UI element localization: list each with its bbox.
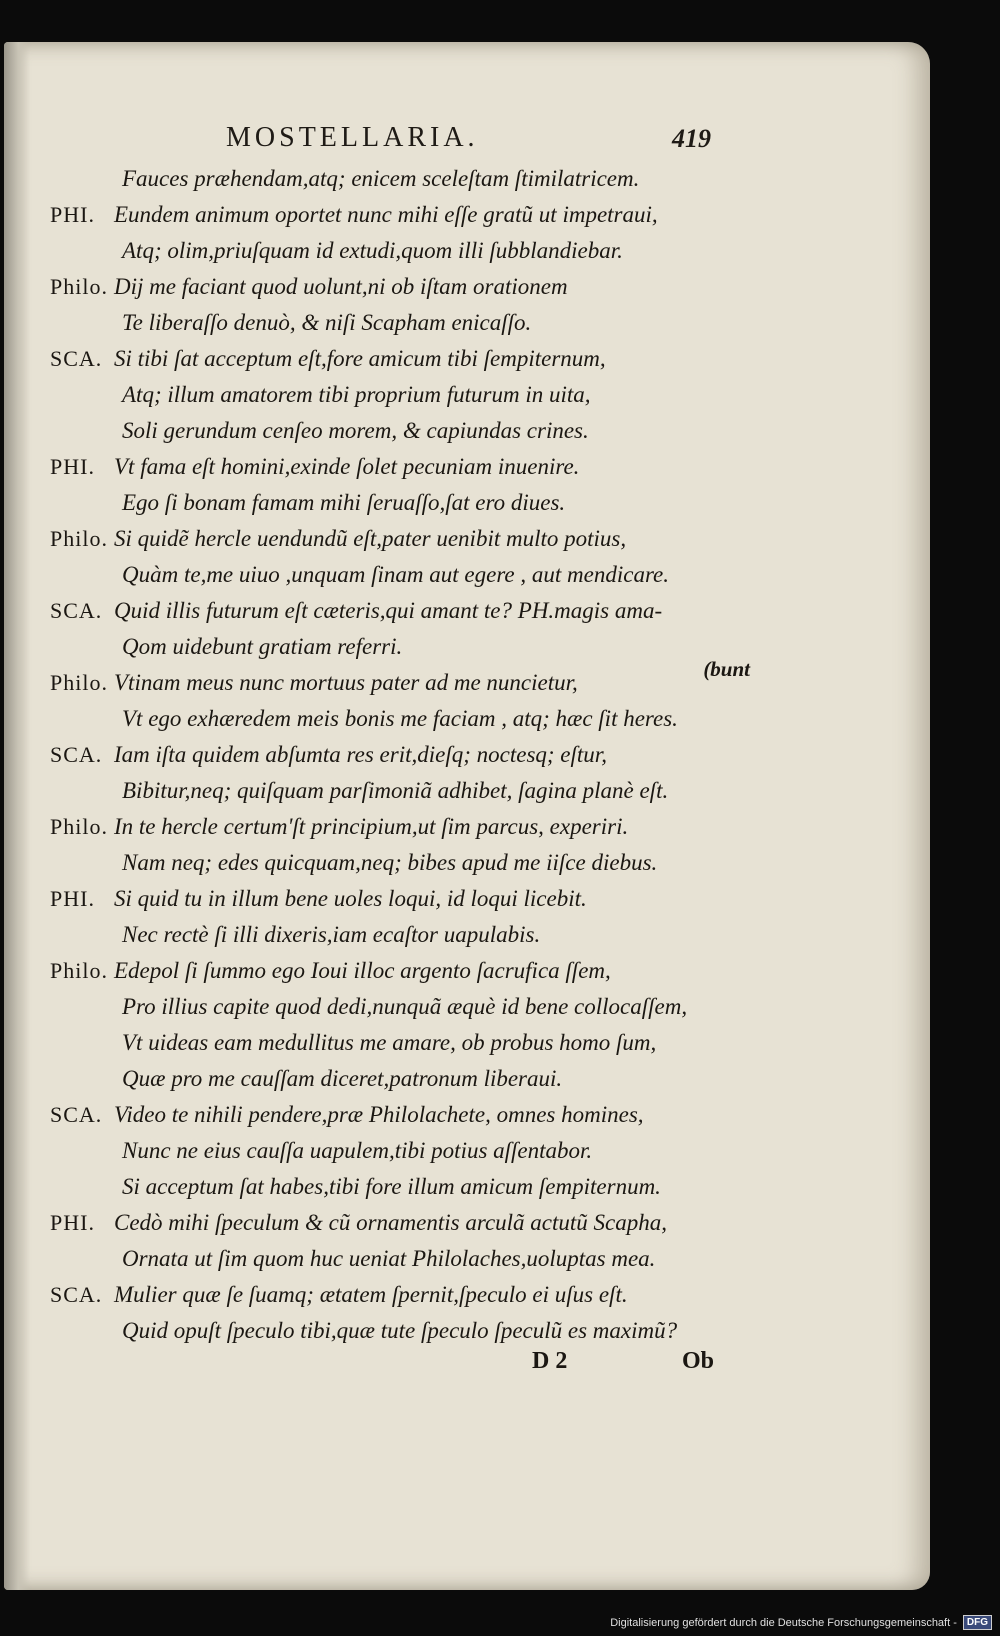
speaker-label: Philo. <box>50 814 108 839</box>
verse-line <box>50 665 750 701</box>
verse-text: Vt uideas eam medullitus me amare, ob probus homo ſum, <box>122 1030 657 1055</box>
verse-line <box>50 1241 750 1277</box>
verse-line <box>50 449 750 485</box>
speaker-label: PHI. <box>50 454 95 479</box>
signature-mark: D 2 <box>532 1348 568 1374</box>
verse-line <box>50 989 750 1025</box>
verse-text: Nunc ne eius cauſſa uapulem,tibi potius aſſentabor. <box>122 1138 593 1163</box>
speaker-label: PHI. <box>50 1210 95 1235</box>
verse-text: Quæ pro me cauſſam diceret,patronum liberaui. <box>122 1066 563 1091</box>
verse-text: Si acceptum ſat habes,tibi fore illum amicum ſempiternum. <box>122 1174 661 1199</box>
verse-text: Pro illius capite quod dedi,nunquã æquè id bene collocaſſem, <box>122 994 688 1019</box>
verse-line <box>50 1061 750 1097</box>
dfg-logo: DFG <box>963 1615 992 1630</box>
verse-text: Bibitur,neq; quiſquam parſimoniã adhibet, ſagina planè eſt. <box>122 778 669 803</box>
verse-text: Si tibi ſat acceptum eſt,fore amicum tibi ſempiternum, <box>114 346 606 371</box>
verse-line <box>50 377 750 413</box>
verse-text: Quid illis futurum eſt cæteris,qui amant te? PH.magis ama- <box>114 598 663 623</box>
verse-line <box>50 953 750 989</box>
speaker-label: Philo. <box>50 958 108 983</box>
verse-line <box>50 701 750 737</box>
speaker-label: Philo. <box>50 670 108 695</box>
running-title: MOSTELLARIA. <box>226 122 479 153</box>
verse-line <box>50 1277 750 1313</box>
speaker-label: Philo. <box>50 526 108 551</box>
verse-line <box>50 1169 750 1205</box>
speaker-label: PHI. <box>50 886 95 911</box>
verse-text: Qom uidebunt gratiam referri. <box>122 634 403 659</box>
verse-text: Ego ſi bonam famam mihi ſeruaſſo,ſat ero diues. <box>122 490 566 515</box>
verse-text: Vt ego exhæredem meis bonis me faciam , atq; hæc ſit heres. <box>122 706 678 731</box>
speaker-label: Philo. <box>50 274 108 299</box>
verse-line <box>50 809 750 845</box>
verse-text: Edepol ſi ſummo ego Ioui illoc argento ſacrufica ſſem, <box>114 958 611 983</box>
verse-line <box>50 305 750 341</box>
book-page <box>4 42 930 1590</box>
verse-line <box>50 881 750 917</box>
verse-line <box>50 485 750 521</box>
verse-text: Atq; olim,priuſquam id extudi,quom illi ſubblandiebar. <box>122 238 623 263</box>
verse-text: Mulier quæ ſe ſuamq; ætatem ſpernit,ſpeculo ei uſus eſt. <box>114 1282 628 1307</box>
verse-line <box>50 161 750 197</box>
verse-line <box>50 341 750 377</box>
speaker-label: SCA. <box>50 1102 103 1127</box>
verse-line <box>50 1205 750 1241</box>
page-header <box>4 122 930 162</box>
digitization-footer <box>610 1615 992 1630</box>
verse-text: Quid opuſt ſpeculo tibi,quæ tute ſpeculo ſpeculũ es maximũ? <box>122 1318 678 1343</box>
verse-text: Si quid tu in illum bene uoles loqui, id loqui licebit. <box>114 886 587 911</box>
verse-line <box>50 1097 750 1133</box>
verse-text: Cedò mihi ſpeculum & cũ ornamentis arculã actutũ Scapha, <box>114 1210 667 1235</box>
verse-text: Te liberaſſo denuò, & niſi Scapham enicaſſo. <box>122 310 532 335</box>
verse-line <box>50 197 750 233</box>
verse-text: Si quidẽ hercle uendundũ eſt,pater uenibit multo potius, <box>114 526 627 551</box>
speaker-label: SCA. <box>50 598 103 623</box>
verse-line <box>50 737 750 773</box>
verse-line <box>50 593 750 629</box>
page-gutter <box>4 42 30 1590</box>
verse-line <box>50 1133 750 1169</box>
footer-text: Digitalisierung gefördert durch die Deutsche Forschungsgemeinschaft - <box>610 1616 957 1629</box>
verse-text: Vtinam meus nunc mortuus pater ad me nuncietur, <box>114 670 578 695</box>
verse-text: Ornata ut ſim quom huc ueniat Philolaches,uoluptas mea. <box>122 1246 656 1271</box>
verse-line <box>50 1313 750 1349</box>
turnover-word: (bunt <box>703 657 750 681</box>
verse-line <box>50 521 750 557</box>
verse-text: Iam iſta quidem abſumta res erit,dieſq; noctesq; eſtur, <box>114 742 607 767</box>
speaker-label: SCA. <box>50 1282 103 1307</box>
play-text <box>50 161 750 1349</box>
verse-text: Dij me faciant quod uolunt,ni ob iſtam orationem <box>114 274 568 299</box>
verse-text: Nam neq; edes quicquam,neq; bibes apud me iiſce diebus. <box>122 850 658 875</box>
folio-number: 419 <box>672 124 711 153</box>
verse-line <box>50 773 750 809</box>
verse-text: Eundem animum oportet nunc mihi eſſe gratũ ut impetraui, <box>114 202 658 227</box>
catchword: Ob <box>682 1348 715 1374</box>
verse-line <box>50 1025 750 1061</box>
verse-text: Soli gerundum cenſeo morem, & capiundas crines. <box>122 418 589 443</box>
verse-text: In te hercle certum'ſt principium,ut ſim parcus, experiri. <box>114 814 629 839</box>
verse-text: Quàm te,me uiuo ,unquam ſinam aut egere , aut mendicare. <box>122 562 670 587</box>
verse-line <box>50 557 750 593</box>
verse-line <box>50 413 750 449</box>
speaker-label: PHI. <box>50 202 95 227</box>
verse-line <box>50 845 750 881</box>
verse-text: Vt fama eſt homini,exinde ſolet pecuniam inuenire. <box>114 454 580 479</box>
speaker-label: SCA. <box>50 346 103 371</box>
speaker-label: SCA. <box>50 742 103 767</box>
verse-text: Atq; illum amatorem tibi proprium futurum in uita, <box>122 382 591 407</box>
verse-line <box>50 629 750 681</box>
verse-line <box>50 269 750 305</box>
verse-text: Video te nihili pendere,præ Philolachete, omnes homines, <box>114 1102 644 1127</box>
verse-line <box>50 233 750 269</box>
verse-text: Nec rectè ſi illi dixeris,iam ecaſtor uapulabis. <box>122 922 541 947</box>
verse-text: Fauces præhendam,atq; enicem sceleſtam ſtimilatricem. <box>122 166 640 191</box>
verse-line <box>50 917 750 953</box>
